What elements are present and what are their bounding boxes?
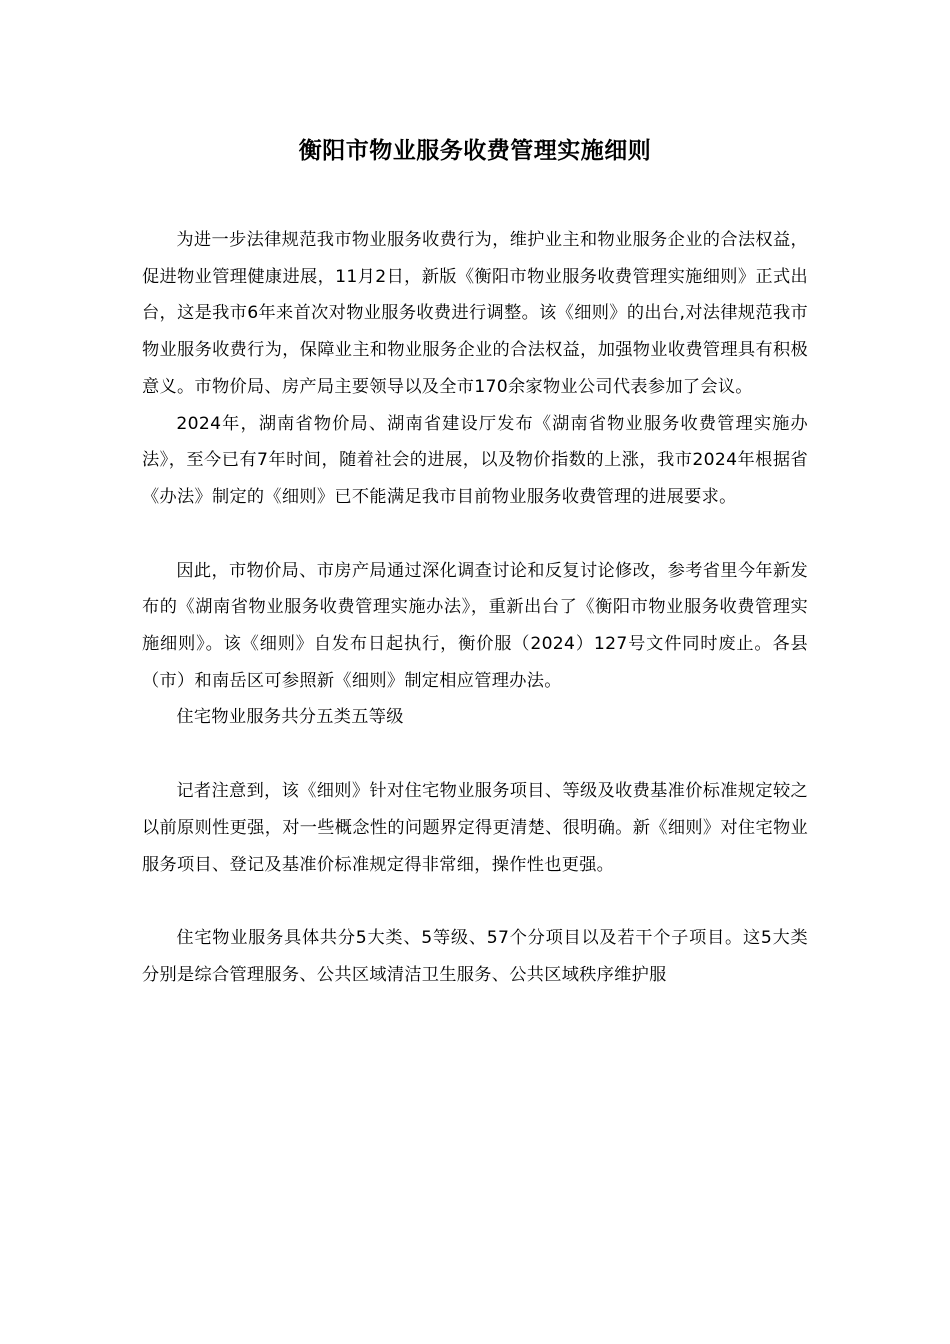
paragraph-revision: 因此，市物价局、市房产局通过深化调查讨论和反复讨论修改，参考省里今年新发布的《湖南省物业服务收费管理实施办法》，重新出台了《衡阳市物业服务收费管理实施细则》。该《细则》自发布日起执行，衡价服（2024）127号文件同时废止。各县（市）和南岳区可参照新《细则》制定相应管理办法。 [142,560,808,691]
document-body [142,222,808,994]
paragraph-service-categories: 住宅物业服务具体共分5大类、5等级、57个分项目以及若干个子项目。这5大类分别是综合管理服务、公共区域清洁卫生服务、公共区域秩序维护服 [142,928,808,985]
section-subheading: 住宅物业服务共分五类五等级 [176,707,404,728]
paragraph-intro: 为进一步法律规范我市物业服务收费行为，维护业主和物业服务企业的合法权益，促进物业管理健康进展，11月2日，新版《衡阳市物业服务收费管理实施细则》正式出台，这是我市6年来首次对物业服务收费进行调整。该《细则》的出台,对法律规范我市物业服务收费行为，保障业主和物业服务企业的合法权益，加强物业收费管理具有积极意义。市物价局、房产局主要领导以及全市170余家物业公司代表参加了会议。 [142,230,808,397]
paragraph-background: 2024年，湖南省物价局、湖南省建设厅发布《湖南省物业服务收费管理实施办法》，至今已有7年时间，随着社会的进展，以及物价指数的上涨，我市2024年根据省《办法》制定的《细则》已不能满足我市目前物业服务收费管理的进展要求。 [142,413,808,507]
document-title: 衡阳市物业服务收费管理实施细则 [298,138,652,164]
paragraph-reporter-note: 记者注意到，该《细则》针对住宅物业服务项目、等级及收费基准价标准规定较之以前原则性更强，对一些概念性的问题界定得更清楚、很明确。新《细则》对住宅物业服务项目、登记及基准价标准规定得非常细，操作性也更强。 [142,781,808,875]
